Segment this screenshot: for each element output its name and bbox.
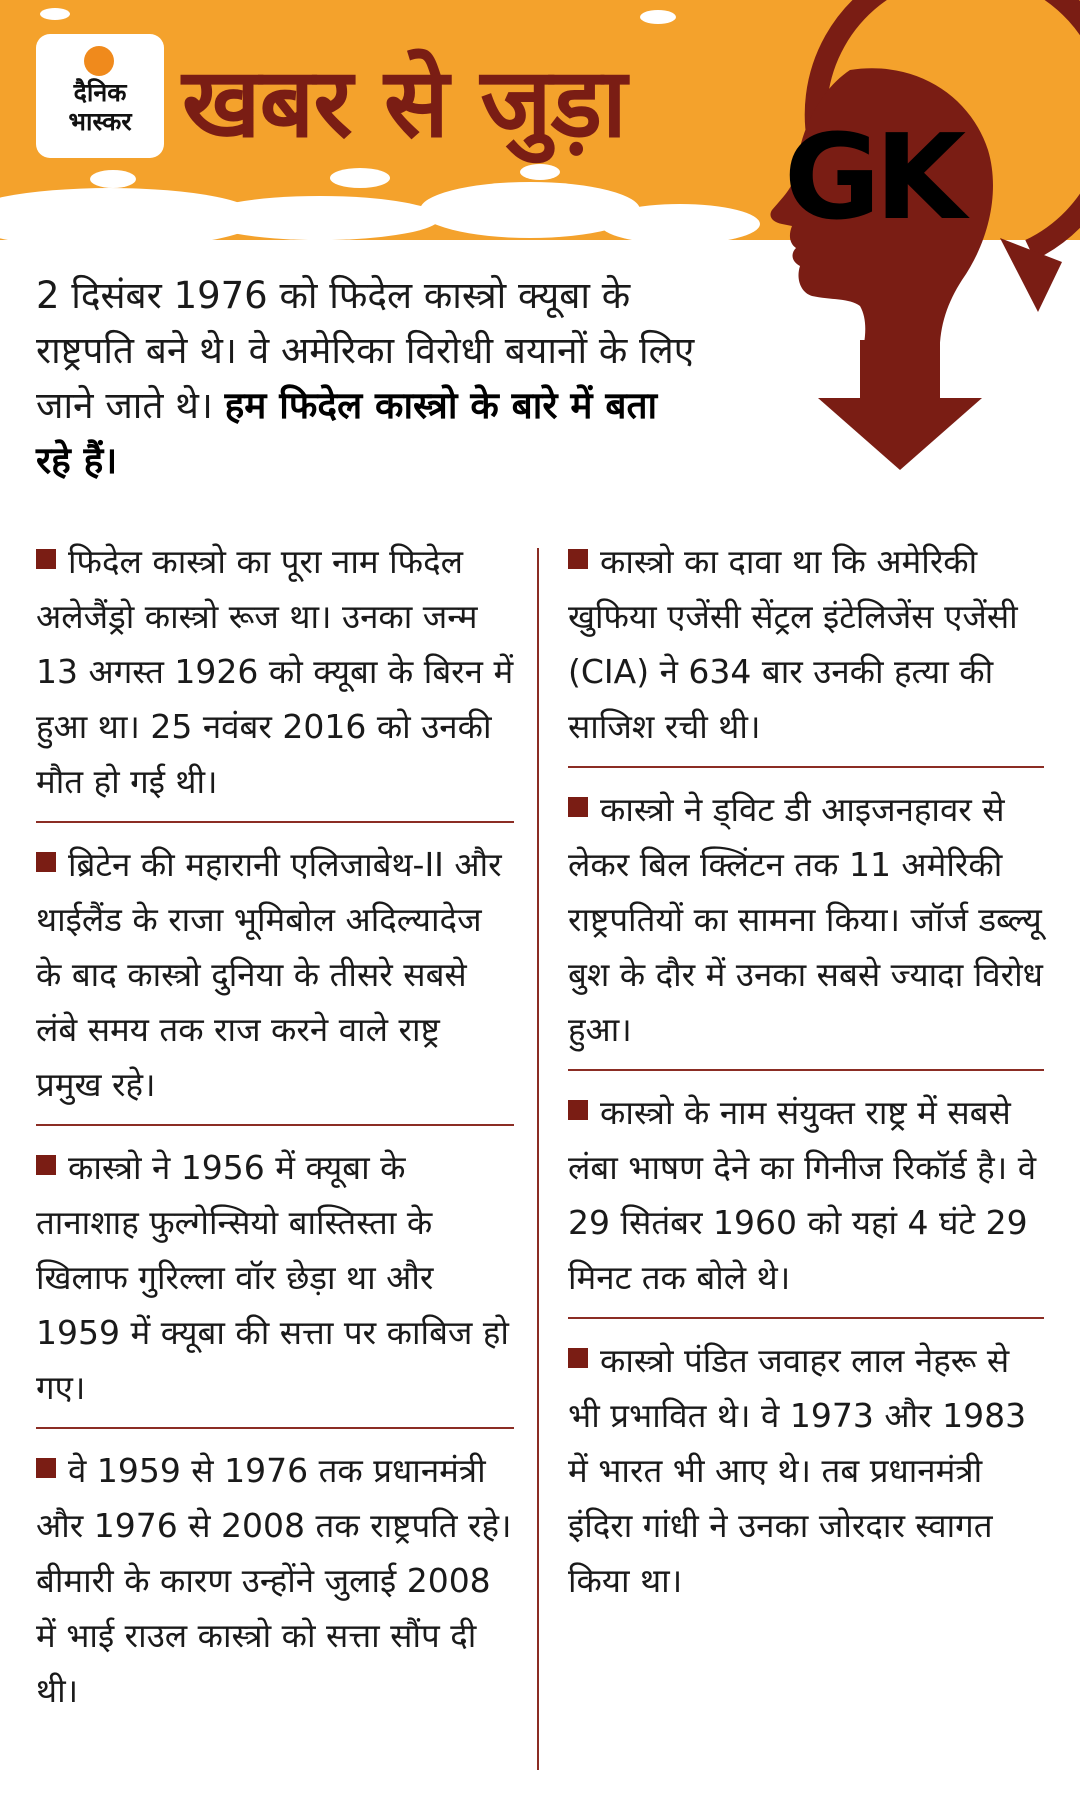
fact-item xyxy=(36,1140,514,1427)
fact-item xyxy=(568,1085,1044,1317)
logo-text-line1: दैनिक xyxy=(73,78,127,107)
fact-text: कास्त्रो के नाम संयुक्त राष्ट्र में सबसे लंबा भाषण देने का गिनीज रिकॉर्ड है। वे 29 सितंबर 1960 को यहां 4 घंटे 29 मिनट तक बोले थे। xyxy=(568,1093,1037,1297)
fact-separator xyxy=(36,1124,514,1126)
fact-item xyxy=(36,1443,514,1730)
fact-separator xyxy=(568,1317,1044,1319)
fact-item xyxy=(36,837,514,1124)
bullet-square-icon xyxy=(36,549,56,569)
dainik-bhaskar-logo xyxy=(36,34,164,158)
fact-text: फिदेल कास्त्रो का पूरा नाम फिदेल अलेजैंड्रो कास्त्रो रूज था। उनका जन्म 13 अगस्त 1926 को क्यूबा के बिरन में हुआ था। 25 नवंबर 2016 को उनकी मौत हो गई थी। xyxy=(36,542,514,801)
page-title: खबर से जुड़ा xyxy=(182,47,626,159)
paint-splash xyxy=(640,10,676,24)
intro-text: 2 दिसंबर 1976 को फिदेल कास्त्रो क्यूबा के राष्ट्रपति बने थे। वे अमेरिका विरोधी बयानों के लिए जाने जाते थे। xyxy=(36,274,695,427)
fact-text: वे 1959 से 1976 तक प्रधानमंत्री और 1976 से 2008 तक राष्ट्रपति रहे। बीमारी के कारण उन्होंने जुलाई 2008 में भाई राउल कास्त्रो को सत्ता सौंप दी थी। xyxy=(36,1451,512,1710)
fact-text: ब्रिटेन की महारानी एलिजाबेथ-II और थाईलैंड के राजा भूमिबोल अदिल्यादेज के बाद कास्त्रो दुनिया के तीसरे सबसे लंबे समय तक राज करने वाले राष्ट्र प्रमुख रहे। xyxy=(36,845,502,1104)
fact-item xyxy=(568,782,1044,1069)
fact-item xyxy=(36,534,514,821)
bullet-square-icon xyxy=(36,1155,56,1175)
fact-text: कास्त्रो ने 1956 में क्यूबा के तानाशाह फुल्गेन्सियो बास्तिस्ता के खिलाफ गुरिल्ला वॉर छेड़ा था और 1959 में क्यूबा की सत्ता पर काबिज हो गए। xyxy=(36,1148,509,1407)
down-arrow-shaft-icon xyxy=(860,340,940,400)
right-column xyxy=(568,534,1044,1620)
down-arrow-head-icon xyxy=(818,398,982,470)
bullet-square-icon xyxy=(568,1348,588,1368)
paint-splash xyxy=(90,170,136,188)
paint-splash xyxy=(520,164,560,180)
fact-item xyxy=(568,534,1044,766)
gk-badge: GK xyxy=(783,108,961,246)
intro-bold-text: हम फिदेल कास्त्रो के बारे में बता रहे हैं। xyxy=(36,384,658,482)
gk-head-arrow-graphic xyxy=(700,0,1080,520)
fact-text: कास्त्रो पंडित जवाहर लाल नेहरू से भी प्रभावित थे। वे 1973 और 1983 में भारत भी आए थे। तब प्रधानमंत्री इंदिरा गांधी ने उनका जोरदार स्वागत किया था। xyxy=(568,1341,1027,1600)
fact-separator xyxy=(568,1069,1044,1071)
fact-separator xyxy=(36,821,514,823)
sun-icon xyxy=(84,46,114,76)
bullet-square-icon xyxy=(568,549,588,569)
intro-paragraph xyxy=(36,268,696,488)
paint-splash xyxy=(200,196,440,240)
bullet-square-icon xyxy=(36,1458,56,1478)
bullet-square-icon xyxy=(568,1100,588,1120)
fact-separator xyxy=(36,1427,514,1429)
bullet-square-icon xyxy=(568,797,588,817)
bullet-square-icon xyxy=(36,852,56,872)
fact-item xyxy=(568,1333,1044,1620)
fact-text: कास्त्रो का दावा था कि अमेरिकी खुफिया एजेंसी सेंट्रल इंटेलिजेंस एजेंसी (CIA) ने 634 बार उनकी हत्या की साजिश रची थी। xyxy=(568,542,1018,746)
paint-splash xyxy=(330,168,390,188)
fact-separator xyxy=(568,766,1044,768)
logo-text xyxy=(42,78,158,136)
paint-splash xyxy=(40,8,70,20)
logo-text-line2: भास्कर xyxy=(68,107,132,136)
fact-text: कास्त्रो ने ड्विट डी आइजनहावर से लेकर बिल क्लिंटन तक 11 अमेरिकी राष्ट्रपतियों का सामना किया। जॉर्ज डब्ल्यू बुश के दौर में उनका सबसे ज्यादा विरोध हुआ। xyxy=(568,790,1043,1049)
column-divider xyxy=(537,548,539,1770)
left-column xyxy=(36,534,514,1730)
